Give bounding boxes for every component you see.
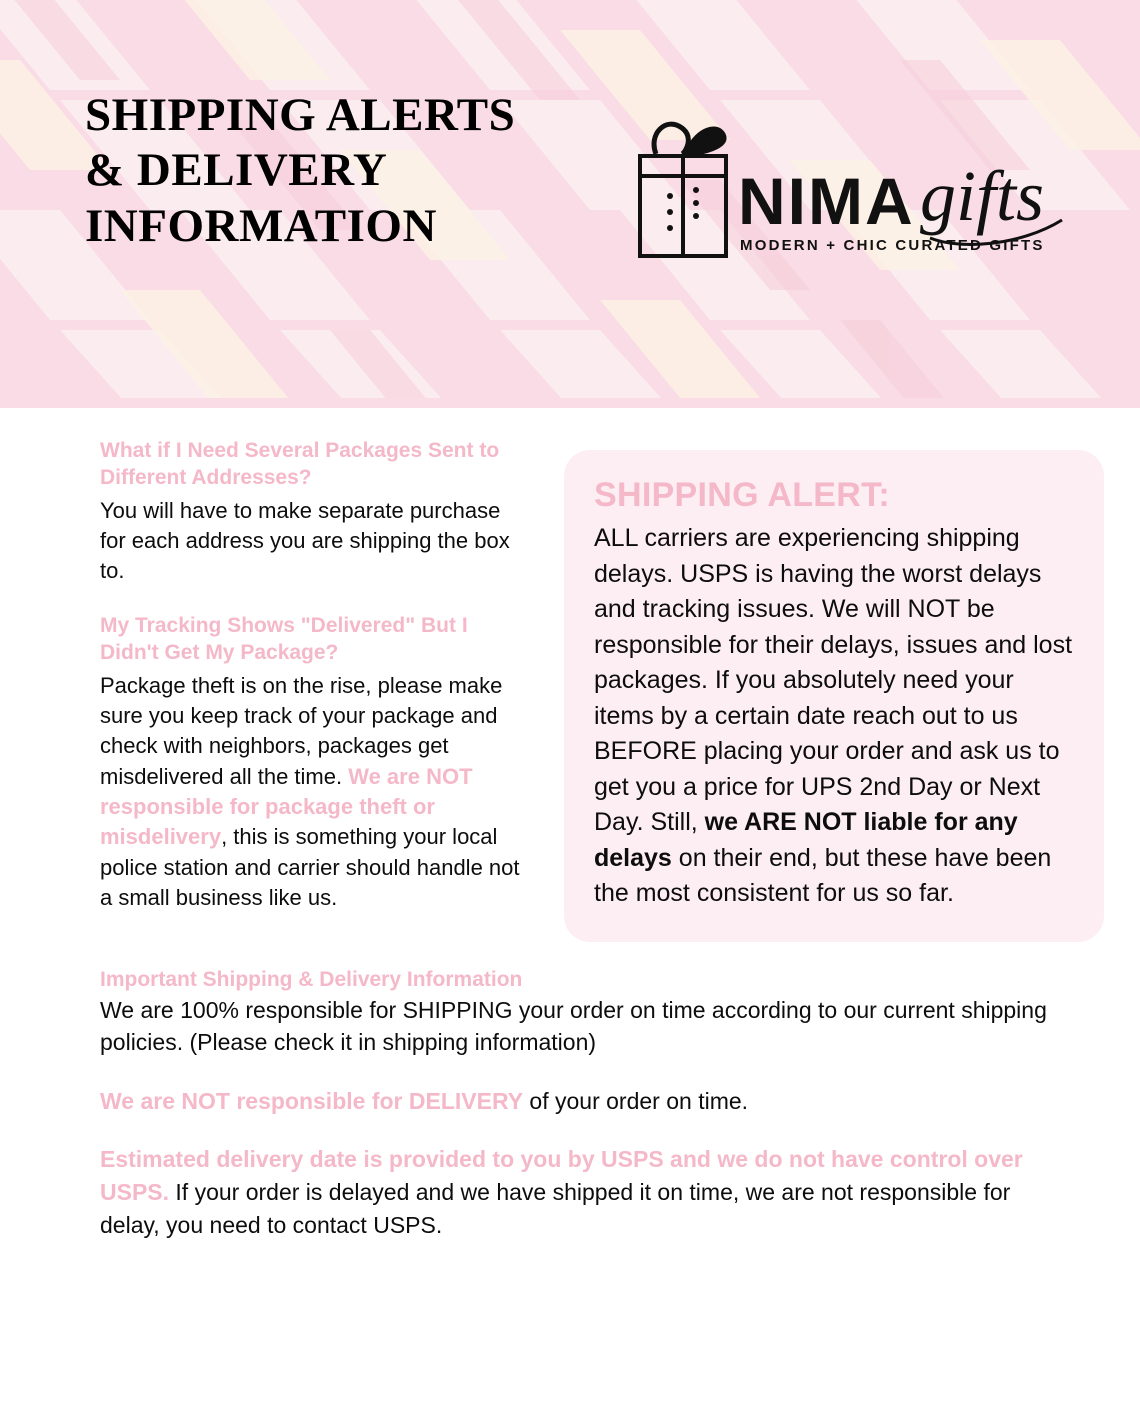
faq-question-2: My Tracking Shows "Delivered" But I Didn't Get My Package?	[100, 613, 468, 664]
brand-logo	[630, 108, 1080, 283]
svg-text:gifts: gifts	[920, 156, 1045, 236]
faq-column	[100, 438, 520, 939]
svg-text:NIMA: NIMA	[738, 164, 915, 238]
shipping-alert-body	[594, 521, 1074, 912]
faq-answer-1: You will have to make separate purchase for each address you are shipping the box to.	[100, 497, 510, 584]
important-info-heading: Important Shipping & Delivery Information	[100, 967, 523, 991]
page-content	[0, 408, 1140, 1241]
important-info-text: We are 100% responsible for SHIPPING your order on time according to our current shipping policies. (Please check it in shipping information)	[100, 996, 1047, 1056]
alert-body-bold: we ARE NOT liable for any delays	[594, 808, 1018, 872]
estimated-delivery-rest: If your order is delayed and we have shipped it on time, we are not responsible for delay, you need to contact USPS.	[100, 1179, 1011, 1238]
alert-column	[564, 450, 1104, 942]
estimated-delivery-line	[100, 1143, 1060, 1241]
faq-answer-2-part2: , this is something your local police station and carrier should handle not a small business like us.	[100, 824, 520, 911]
page-title: SHIPPING ALERTS & DELIVERY INFORMATION	[85, 89, 516, 252]
estimated-delivery-highlight: Estimated delivery date is provided to you by USPS and we do not have control over USPS.	[100, 1146, 1023, 1206]
bottom-section	[0, 942, 1140, 1242]
delivery-responsibility-rest: of your order on time.	[523, 1087, 749, 1114]
faq-question-1: What if I Need Several Packages Sent to Different Addresses?	[100, 439, 500, 489]
shipping-alert-title: SHIPPING ALERT:	[594, 476, 891, 514]
gift-box-icon	[630, 108, 1080, 283]
delivery-responsibility-line	[100, 1085, 1060, 1118]
alert-body-part1: ALL carriers are experiencing shipping delays. USPS is having the worst delays and tracking issues. We will NOT be responsible for their delays, issues and lost packages. If you absolutely need your items by a certain date reach out to us BEFORE placing your order and ask us to get you a price for UPS 2nd Day or Next Day. Still,	[594, 524, 1073, 836]
alert-body-part2: on their end, but these have been the most consistent for us so far.	[594, 843, 1052, 907]
top-section	[0, 408, 1140, 942]
faq-answer-2	[100, 671, 520, 914]
svg-text:MODERN + CHIC CURATED GIFTS: MODERN + CHIC CURATED GIFTS	[740, 237, 1045, 254]
shipping-alert-box	[564, 450, 1104, 942]
faq-answer-2-part1: Package theft is on the rise, please make sure you keep track of your package and check with neighbors, packages get misdelivered all the time.	[100, 672, 503, 789]
delivery-responsibility-highlight: We are NOT responsible for DELIVERY	[100, 1087, 524, 1114]
faq-answer-2-highlight: We are NOT responsible for package theft or misdelivery	[100, 763, 473, 850]
page-header	[0, 0, 1140, 408]
